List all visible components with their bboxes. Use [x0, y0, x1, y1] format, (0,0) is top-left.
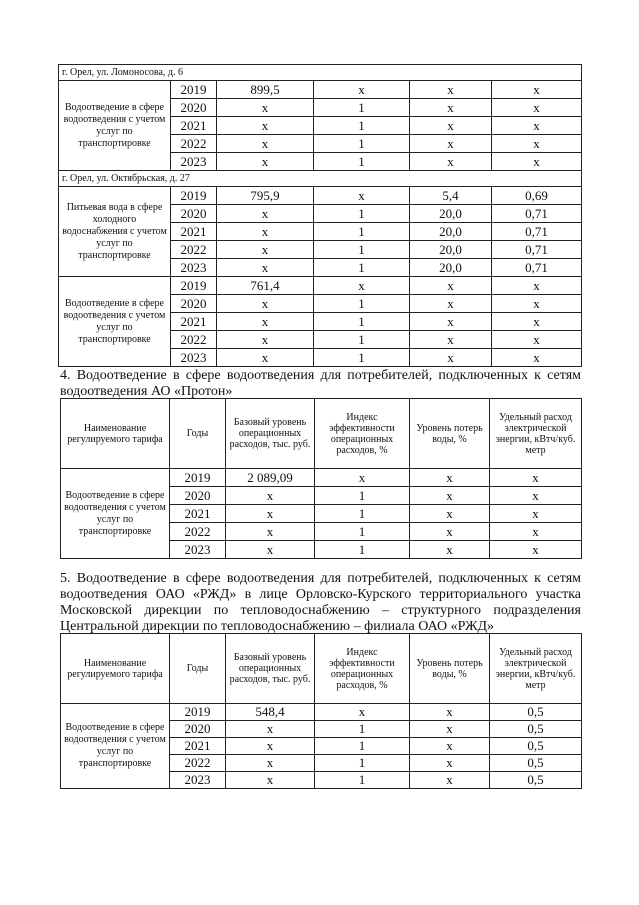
base-cost-cell: х [217, 331, 314, 349]
year-cell: 2020 [170, 721, 226, 738]
base-cost-cell: 899,5 [217, 81, 314, 99]
efficiency-index-cell: 1 [314, 241, 410, 259]
col-header-base-cost: Базовый уровень операционных расходов, тыс. руб. [226, 634, 315, 704]
water-loss-cell: 20,0 [410, 259, 492, 277]
year-cell: 2021 [171, 223, 217, 241]
efficiency-index-cell: 1 [314, 99, 410, 117]
water-loss-cell: х [410, 755, 490, 772]
year-cell: 2020 [171, 295, 217, 313]
efficiency-index-cell: 1 [315, 755, 410, 772]
energy-use-cell: х [492, 349, 582, 367]
water-loss-cell: 5,4 [410, 187, 492, 205]
year-cell: 2022 [170, 755, 226, 772]
year-cell: 2023 [171, 153, 217, 171]
water-loss-cell: х [410, 277, 492, 295]
section-5-table [60, 633, 582, 789]
water-loss-cell: х [410, 153, 492, 171]
water-loss-cell: х [410, 523, 490, 541]
base-cost-cell: х [217, 223, 314, 241]
efficiency-index-cell: 1 [314, 223, 410, 241]
water-loss-cell: 20,0 [410, 241, 492, 259]
col-header-efficiency-index: Индекс эффективности операционных расходов, % [315, 634, 410, 704]
efficiency-index-cell: х [314, 187, 410, 205]
water-loss-cell: х [410, 81, 492, 99]
water-loss-cell: х [410, 295, 492, 313]
energy-use-cell: 0,71 [492, 205, 582, 223]
energy-use-cell: 0,69 [492, 187, 582, 205]
year-cell: 2021 [171, 313, 217, 331]
year-cell: 2019 [171, 81, 217, 99]
base-cost-cell: х [226, 505, 315, 523]
base-cost-cell: х [217, 117, 314, 135]
header-row [61, 634, 582, 704]
tariff-name-cell: Водоотведение в сфере водоотведения с учетом услуг по транспортировке [59, 81, 171, 171]
efficiency-index-cell: 1 [314, 349, 410, 367]
base-cost-cell: х [217, 205, 314, 223]
energy-use-cell: 0,71 [492, 223, 582, 241]
energy-use-cell: х [490, 541, 582, 559]
tariff-name-cell: Водоотведение в сфере водоотведения с учетом услуг по транспортировке [61, 704, 170, 789]
base-cost-cell: х [217, 99, 314, 117]
base-cost-cell: х [226, 772, 315, 789]
water-loss-cell: х [410, 99, 492, 117]
table-row [61, 704, 582, 721]
year-cell: 2020 [171, 205, 217, 223]
year-cell: 2023 [171, 349, 217, 367]
year-cell: 2021 [170, 505, 226, 523]
efficiency-index-cell: 1 [315, 738, 410, 755]
year-cell: 2019 [171, 187, 217, 205]
base-cost-cell: 761,4 [217, 277, 314, 295]
water-loss-cell: х [410, 313, 492, 331]
efficiency-index-cell: 1 [314, 259, 410, 277]
base-cost-cell: х [217, 241, 314, 259]
base-cost-cell: х [226, 487, 315, 505]
year-cell: 2022 [170, 523, 226, 541]
energy-use-cell: 0,5 [490, 704, 582, 721]
efficiency-index-cell: 1 [314, 331, 410, 349]
efficiency-index-cell: 1 [314, 153, 410, 171]
address-label: г. Орел, ул. Октябрьская, д. 27 [59, 171, 582, 187]
tariff-name-cell: Питьевая вода в сфере холодного водоснабжения с учетом услуг по транспортировке [59, 187, 171, 277]
address-label: г. Орел, ул. Ломоносова, д. 6 [59, 65, 582, 81]
energy-use-cell: 0,5 [490, 755, 582, 772]
efficiency-index-cell: 1 [314, 205, 410, 223]
water-loss-cell: х [410, 487, 490, 505]
base-cost-cell: х [226, 541, 315, 559]
energy-use-cell: 0,5 [490, 738, 582, 755]
efficiency-index-cell: 1 [314, 313, 410, 331]
efficiency-index-cell: 1 [315, 487, 410, 505]
header-row [61, 399, 582, 469]
energy-use-cell: х [492, 81, 582, 99]
efficiency-index-cell: х [314, 277, 410, 295]
section-5-heading: 5. Водоотведение в сфере водоотведения для потребителей, подключенных к сетям водоотведения ОАО «РЖД» в лице Орловско-Курского территориального участка Московской дирекции по тепловодоснабжению – структурного подразделения Центральной дирекции по тепловодоснабжению – филиала ОАО «РЖД» [60, 571, 581, 634]
col-header-water-loss: Уровень потерь воды, % [410, 634, 490, 704]
energy-use-cell: х [492, 135, 582, 153]
energy-use-cell: х [492, 99, 582, 117]
efficiency-index-cell: х [315, 469, 410, 487]
col-header-years: Годы [170, 634, 226, 704]
year-cell: 2023 [170, 541, 226, 559]
water-loss-cell: х [410, 772, 490, 789]
water-loss-cell: х [410, 721, 490, 738]
energy-use-cell: х [492, 331, 582, 349]
energy-use-cell: х [492, 117, 582, 135]
energy-use-cell: х [490, 469, 582, 487]
efficiency-index-cell: 1 [315, 505, 410, 523]
year-cell: 2020 [171, 99, 217, 117]
base-cost-cell: 2 089,09 [226, 469, 315, 487]
col-header-energy-use: Удельный расход электрической энергии, кВтч/куб. метр [490, 634, 582, 704]
table-row [61, 469, 582, 487]
base-cost-cell: х [217, 313, 314, 331]
water-loss-cell: х [410, 738, 490, 755]
water-loss-cell: х [410, 505, 490, 523]
base-cost-cell: х [217, 349, 314, 367]
year-cell: 2022 [171, 331, 217, 349]
address-row [59, 65, 582, 81]
table-row [59, 81, 582, 99]
water-loss-cell: х [410, 541, 490, 559]
base-cost-cell: х [226, 721, 315, 738]
year-cell: 2022 [171, 135, 217, 153]
efficiency-index-cell: 1 [315, 721, 410, 738]
energy-use-cell: 0,71 [492, 259, 582, 277]
energy-use-cell: х [492, 295, 582, 313]
tariff-table-continued [58, 64, 582, 367]
year-cell: 2023 [170, 772, 226, 789]
water-loss-cell: 20,0 [410, 223, 492, 241]
efficiency-index-cell: 1 [314, 117, 410, 135]
water-loss-cell: 20,0 [410, 205, 492, 223]
table-row [59, 187, 582, 205]
energy-use-cell: 0,5 [490, 772, 582, 789]
base-cost-cell: х [226, 523, 315, 541]
energy-use-cell: х [490, 505, 582, 523]
year-cell: 2021 [171, 117, 217, 135]
water-loss-cell: х [410, 331, 492, 349]
year-cell: 2021 [170, 738, 226, 755]
base-cost-cell: х [217, 295, 314, 313]
water-loss-cell: х [410, 349, 492, 367]
col-header-water-loss: Уровень потерь воды, % [410, 399, 490, 469]
water-loss-cell: х [410, 469, 490, 487]
year-cell: 2019 [170, 704, 226, 721]
col-header-tariff: Наименование регулируемого тарифа [61, 399, 170, 469]
base-cost-cell: х [217, 135, 314, 153]
efficiency-index-cell: 1 [314, 135, 410, 153]
base-cost-cell: х [226, 738, 315, 755]
address-row [59, 171, 582, 187]
efficiency-index-cell: 1 [315, 541, 410, 559]
year-cell: 2019 [171, 277, 217, 295]
year-cell: 2019 [170, 469, 226, 487]
base-cost-cell: 548,4 [226, 704, 315, 721]
col-header-energy-use: Удельный расход электрической энергии, кВтч/куб. метр [490, 399, 582, 469]
efficiency-index-cell: х [315, 704, 410, 721]
energy-use-cell: х [492, 313, 582, 331]
year-cell: 2022 [171, 241, 217, 259]
energy-use-cell: х [490, 487, 582, 505]
water-loss-cell: х [410, 704, 490, 721]
energy-use-cell: х [490, 523, 582, 541]
col-header-tariff: Наименование регулируемого тарифа [61, 634, 170, 704]
base-cost-cell: 795,9 [217, 187, 314, 205]
section-4-table [60, 398, 582, 559]
col-header-base-cost: Базовый уровень операционных расходов, тыс. руб. [226, 399, 315, 469]
year-cell: 2020 [170, 487, 226, 505]
efficiency-index-cell: х [314, 81, 410, 99]
base-cost-cell: х [226, 755, 315, 772]
base-cost-cell: х [217, 153, 314, 171]
tariff-name-cell: Водоотведение в сфере водоотведения с учетом услуг по транспортировке [59, 277, 171, 367]
efficiency-index-cell: 1 [314, 295, 410, 313]
year-cell: 2023 [171, 259, 217, 277]
col-header-efficiency-index: Индекс эффективности операционных расходов, % [315, 399, 410, 469]
water-loss-cell: х [410, 135, 492, 153]
efficiency-index-cell: 1 [315, 772, 410, 789]
energy-use-cell: 0,71 [492, 241, 582, 259]
tariff-name-cell: Водоотведение в сфере водоотведения с учетом услуг по транспортировке [61, 469, 170, 559]
energy-use-cell: х [492, 153, 582, 171]
energy-use-cell: 0,5 [490, 721, 582, 738]
energy-use-cell: х [492, 277, 582, 295]
section-4-heading: 4. Водоотведение в сфере водоотведения для потребителей, подключенных к сетям водоотведения АО «Протон» [60, 368, 581, 399]
water-loss-cell: х [410, 117, 492, 135]
table-row [59, 277, 582, 295]
col-header-years: Годы [170, 399, 226, 469]
base-cost-cell: х [217, 259, 314, 277]
efficiency-index-cell: 1 [315, 523, 410, 541]
